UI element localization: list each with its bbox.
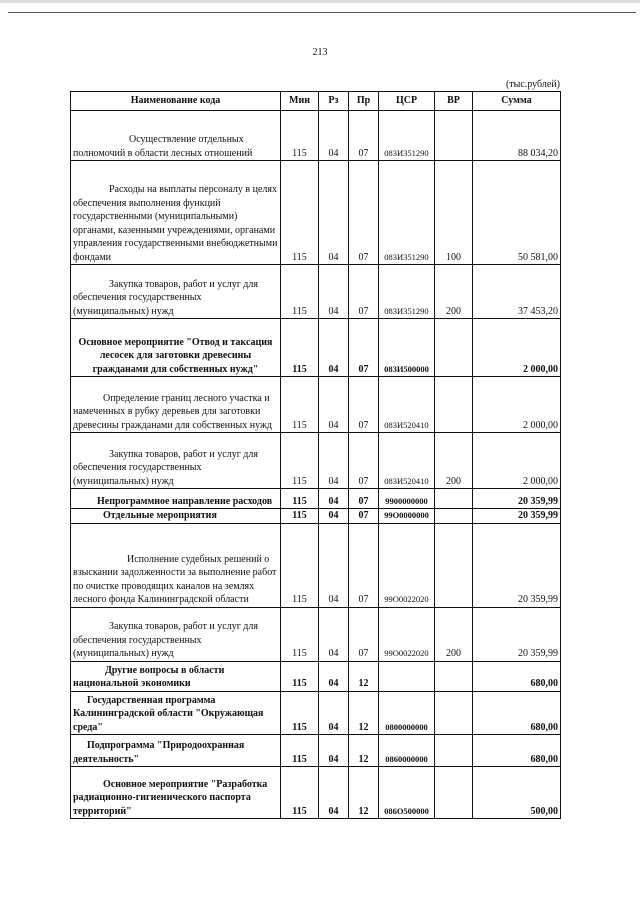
header-min: Мин <box>281 92 319 111</box>
row-rz: 04 <box>319 433 349 489</box>
row-pr: 07 <box>349 607 379 661</box>
row-rz: 04 <box>319 111 349 161</box>
row-csr: 99О0000000 <box>379 509 435 524</box>
header-pr: Пр <box>349 92 379 111</box>
row-csr: 99О0022020 <box>379 607 435 661</box>
row-pr: 07 <box>349 319 379 377</box>
row-min: 115 <box>281 509 319 524</box>
table-row <box>71 661 561 691</box>
row-sum: 88 034,20 <box>473 111 561 161</box>
row-rz: 04 <box>319 509 349 524</box>
row-pr: 07 <box>349 377 379 433</box>
row-name-text: Исполнение судебных решений о взыскании задолженности за выполнение работ по очистке проводящих каналов на землях лесного фонда Калининградской области <box>73 553 277 605</box>
header-rz: Рз <box>319 92 349 111</box>
row-sum: 2 000,00 <box>473 319 561 377</box>
row-vr: 200 <box>435 265 473 319</box>
row-pr: 12 <box>349 661 379 691</box>
row-vr <box>435 523 473 607</box>
row-name-text: Закупка товаров, работ и услуг для обеспечения государственных (муниципальных) нужд <box>73 621 258 659</box>
row-vr <box>435 509 473 524</box>
row-min: 115 <box>281 265 319 319</box>
row-name <box>71 509 281 524</box>
table-row <box>71 265 561 319</box>
row-vr: 100 <box>435 161 473 265</box>
row-rz: 04 <box>319 489 349 509</box>
row-name-text: Осуществление отдельных полномочий в области лесных отношений <box>73 134 253 159</box>
row-rz: 04 <box>319 265 349 319</box>
row-name <box>71 691 281 735</box>
row-min: 115 <box>281 433 319 489</box>
row-name <box>71 319 281 377</box>
row-sum: 680,00 <box>473 691 561 735</box>
row-csr: 083И351290 <box>379 265 435 319</box>
row-vr <box>435 319 473 377</box>
row-vr <box>435 691 473 735</box>
row-vr: 200 <box>435 433 473 489</box>
row-vr <box>435 489 473 509</box>
row-min: 115 <box>281 767 319 819</box>
row-pr: 07 <box>349 523 379 607</box>
row-rz: 04 <box>319 319 349 377</box>
row-min: 115 <box>281 319 319 377</box>
row-name-text: Определение границ лесного участка и намеченных в рубку деревьев для заготовки древесины гражданами для собственных нужд <box>73 392 272 431</box>
row-name-text: Непрограммное направление расходов <box>97 495 273 507</box>
row-csr: 083И520410 <box>379 377 435 433</box>
row-pr: 12 <box>349 691 379 735</box>
row-name-text: Отдельные мероприятия <box>103 510 217 521</box>
row-rz: 04 <box>319 377 349 433</box>
row-sum: 20 359,99 <box>473 509 561 524</box>
units-label: (тыс.рублей) <box>505 79 560 90</box>
row-rz: 04 <box>319 607 349 661</box>
row-pr: 12 <box>349 767 379 819</box>
table-row <box>71 691 561 735</box>
row-pr: 07 <box>349 489 379 509</box>
row-sum: 20 359,99 <box>473 607 561 661</box>
row-name <box>71 111 281 161</box>
row-vr <box>435 111 473 161</box>
row-rz: 04 <box>319 767 349 819</box>
table-row <box>71 111 561 161</box>
table-row <box>71 509 561 524</box>
budget-table <box>70 91 561 819</box>
row-min: 115 <box>281 377 319 433</box>
row-vr <box>435 661 473 691</box>
row-sum: 50 581,00 <box>473 161 561 265</box>
row-name-text: Подпрограмма "Природоохранная деятельность" <box>73 740 245 765</box>
row-name <box>71 523 281 607</box>
row-name <box>71 767 281 819</box>
table-row <box>71 607 561 661</box>
table-row <box>71 523 561 607</box>
row-name <box>71 433 281 489</box>
table-row <box>71 319 561 377</box>
row-name <box>71 265 281 319</box>
row-csr: 086О500000 <box>379 767 435 819</box>
row-name-text: Основное мероприятие "Разработка радиационно-гигиенического паспорта территорий" <box>73 778 268 817</box>
row-min: 115 <box>281 489 319 509</box>
table-row <box>71 489 561 509</box>
table-row <box>71 433 561 489</box>
table-row <box>71 377 561 433</box>
row-rz: 04 <box>319 523 349 607</box>
header-csr: ЦСР <box>379 92 435 111</box>
row-csr: 0800000000 <box>379 691 435 735</box>
row-min: 115 <box>281 111 319 161</box>
row-sum: 20 359,99 <box>473 523 561 607</box>
row-name <box>71 489 281 509</box>
scan-edge <box>0 0 640 3</box>
row-min: 115 <box>281 735 319 767</box>
table-row <box>71 767 561 819</box>
row-csr <box>379 661 435 691</box>
row-min: 115 <box>281 661 319 691</box>
header-vr: ВР <box>435 92 473 111</box>
row-csr: 083И520410 <box>379 433 435 489</box>
row-rz: 04 <box>319 661 349 691</box>
row-csr: 99О0022020 <box>379 523 435 607</box>
row-name <box>71 661 281 691</box>
row-rz: 04 <box>319 691 349 735</box>
row-name <box>71 607 281 661</box>
row-name <box>71 161 281 265</box>
row-csr: 083И500000 <box>379 319 435 377</box>
row-pr: 07 <box>349 111 379 161</box>
row-name <box>71 377 281 433</box>
row-pr: 07 <box>349 433 379 489</box>
row-min: 115 <box>281 607 319 661</box>
row-rz: 04 <box>319 735 349 767</box>
row-name-text: Другие вопросы в области национальной экономики <box>73 664 225 689</box>
row-sum: 37 453,20 <box>473 265 561 319</box>
header-name: Наименование кода <box>71 92 281 111</box>
row-rz: 04 <box>319 161 349 265</box>
row-pr: 07 <box>349 265 379 319</box>
row-sum: 500,00 <box>473 767 561 819</box>
row-sum: 2 000,00 <box>473 433 561 489</box>
row-name <box>71 735 281 767</box>
row-pr: 07 <box>349 161 379 265</box>
row-vr <box>435 377 473 433</box>
row-name-text: Закупка товаров, работ и услуг для обеспечения государственных (муниципальных) нужд <box>73 448 258 487</box>
row-vr <box>435 767 473 819</box>
row-vr: 200 <box>435 607 473 661</box>
row-sum: 680,00 <box>473 735 561 767</box>
row-pr: 12 <box>349 735 379 767</box>
row-name-text: Основное мероприятие "Отвод и таксация лесосек для заготовки древесины гражданами для собственных нужд" <box>78 336 273 375</box>
row-sum: 2 000,00 <box>473 377 561 433</box>
table-row <box>71 735 561 767</box>
row-name-text: Государственная программа Калининградской области "Окружающая среда" <box>73 694 264 733</box>
table-header-row <box>71 92 561 111</box>
row-pr: 07 <box>349 509 379 524</box>
row-csr: 0860000000 <box>379 735 435 767</box>
row-name-text: Закупка товаров, работ и услуг для обеспечения государственных (муниципальных) нужд <box>73 278 258 317</box>
row-csr: 083И351290 <box>379 111 435 161</box>
row-sum: 20 359,99 <box>473 489 561 509</box>
page-number: 213 <box>312 47 328 58</box>
row-csr: 9900000000 <box>379 489 435 509</box>
scan-border-line <box>8 12 636 13</box>
header-sum: Сумма <box>473 92 561 111</box>
row-name-text: Расходы на выплаты персоналу в целях обеспечения выполнения функций государственными (муниципальными) органами, казенными учреждениями, органами управления государственными внебюджетными фондами <box>73 184 278 263</box>
row-sum: 680,00 <box>473 661 561 691</box>
row-min: 115 <box>281 161 319 265</box>
table-row <box>71 161 561 265</box>
row-csr: 083И351290 <box>379 161 435 265</box>
row-min: 115 <box>281 691 319 735</box>
row-vr <box>435 735 473 767</box>
row-min: 115 <box>281 523 319 607</box>
